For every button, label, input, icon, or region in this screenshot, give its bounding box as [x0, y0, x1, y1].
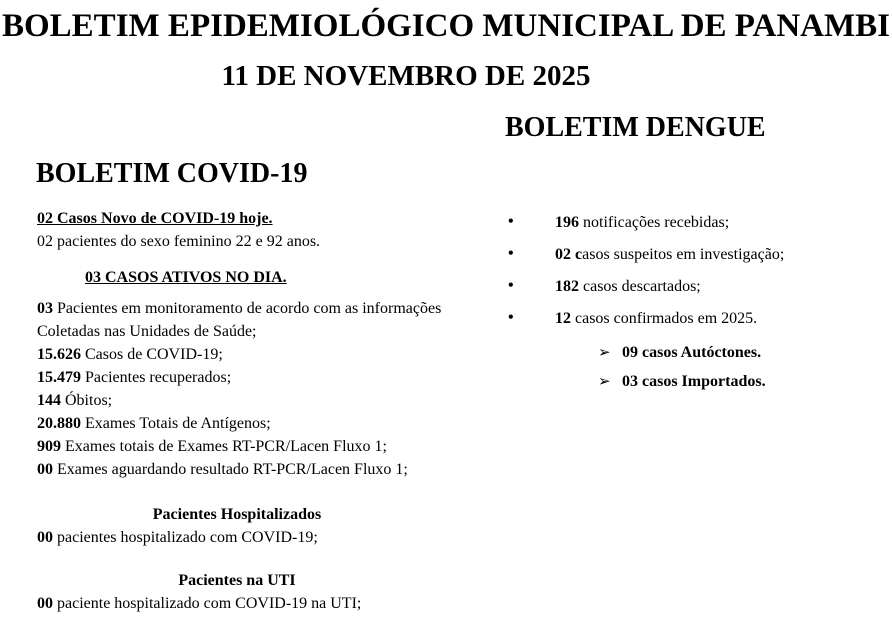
- bullet-icon: •: [508, 213, 514, 230]
- dengue-sub-list: [505, 341, 892, 399]
- hospitalized-line: 00 pacientes hospitalizado com COVID-19;: [37, 529, 318, 546]
- stat-line-antigen-tests: 20.880 Exames Totais de Antígenos;: [37, 415, 271, 432]
- stat-line-monitoring: 03 Pacientes em monitoramento de acordo com as informações Coletadas nas Unidades de Saúde;: [37, 300, 442, 340]
- stat-line-total-cases: 15.626 Casos de COVID-19;: [37, 346, 223, 363]
- dengue-item-notifications: • 196 notificações recebidas;: [505, 211, 892, 243]
- stat-line-deaths: 144 Óbitos;: [37, 392, 113, 409]
- dengue-bullet-list: [505, 211, 892, 339]
- stat-line-rtpcr-tests: 909 Exames totais de Exames RT-PCR/Lacen Fluxo 1;: [37, 438, 387, 455]
- covid-new-cases-header: [37, 207, 469, 230]
- stat-line-rtpcr-pending: 00 Exames aguardando resultado RT-PCR/Lacen Fluxo 1;: [37, 461, 408, 478]
- arrow-bullet-icon: ➢: [598, 372, 611, 390]
- arrow-bullet-icon: ➢: [598, 343, 611, 361]
- dengue-section-heading: BOLETIM DENGUE: [505, 112, 766, 143]
- dengue-subitem-imported: ➢ 03 casos Importados.: [505, 370, 892, 399]
- main-title: BOLETIM EPIDEMIOLÓGICO MUNICIPAL DE PANAMBI: [1, 8, 890, 44]
- stat-line-recovered: 15.479 Pacientes recuperados;: [37, 369, 232, 386]
- covid-new-cases-header-text: 02 Casos Novo de COVID-19 hoje.: [37, 210, 273, 227]
- bullet-icon: •: [508, 277, 514, 294]
- dengue-item-confirmed: • 12 casos confirmados em 2025.: [505, 307, 892, 339]
- covid-new-cases-detail: 02 pacientes do sexo feminino 22 e 92 anos.: [37, 233, 321, 250]
- covid-column: [37, 207, 469, 615]
- bullet-icon: •: [508, 309, 514, 326]
- hospitalized-header: Pacientes Hospitalizados: [152, 506, 322, 523]
- dengue-subitem-autochthonous: ➢ 09 casos Autóctones.: [505, 341, 892, 370]
- covid-active-cases-header: 03 CASOS ATIVOS NO DIA.: [85, 269, 287, 286]
- icu-header: Pacientes na UTI: [178, 572, 296, 589]
- dengue-item-discarded: • 182 casos descartados;: [505, 275, 892, 307]
- dengue-item-suspected: • 02 casos suspeitos em investigação;: [505, 243, 892, 275]
- date-heading: 11 DE NOVEMBRO DE 2025: [221, 60, 591, 92]
- dengue-column: [505, 211, 892, 399]
- covid-stats-block: [37, 297, 469, 481]
- bullet-icon: •: [508, 245, 514, 262]
- covid-section-heading: BOLETIM COVID-19: [36, 158, 308, 189]
- icu-line: 00 paciente hospitalizado com COVID-19 na UTI;: [37, 595, 362, 612]
